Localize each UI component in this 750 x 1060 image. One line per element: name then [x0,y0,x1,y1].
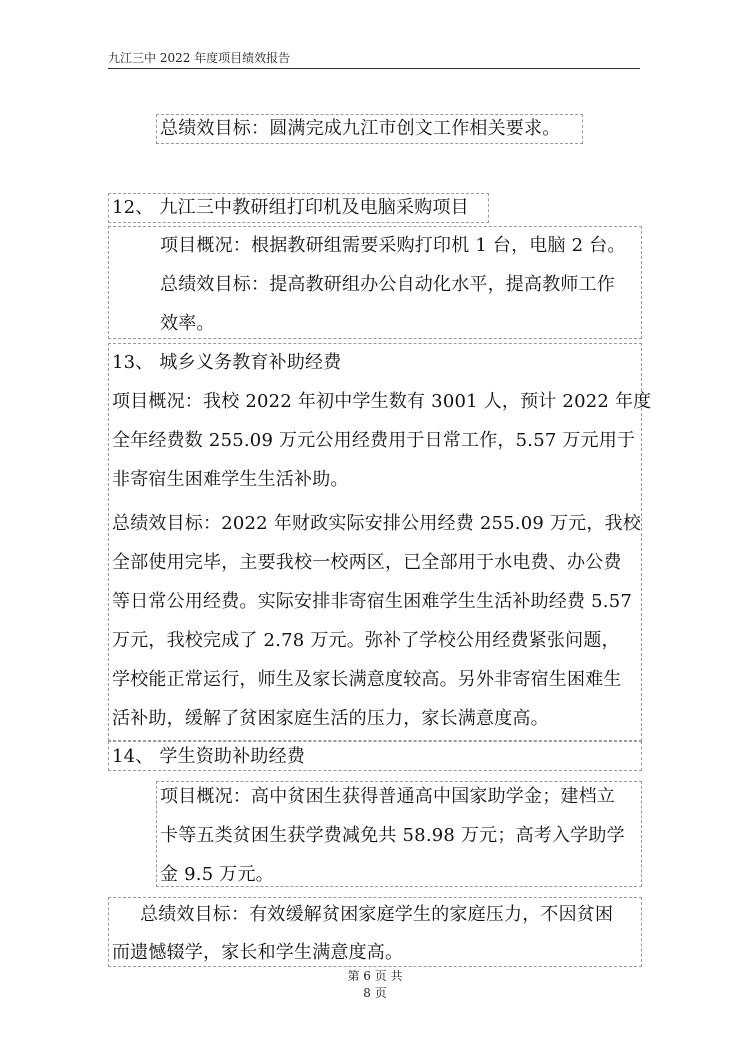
section-12-heading: 12、 九江三中教研组打印机及电脑采购项目 [112,197,469,218]
page-number-line-1: 第 6 页 共 [347,969,403,983]
section-14-overview-line-2: 卡等五类贫困生获学费减免共 58.98 万元；高考入学助学 [160,825,625,846]
section-13-target-line-2: 全部使用完毕，主要我校一校两区，已全部用于水电费、办公费 [112,552,622,573]
section-13-target-line-3: 等日常公用经费。实际安排非寄宿生困难学生生活补助经费 5.57 [112,591,632,612]
section-12-overview: 项目概况：根据教研组需要采购打印机 1 台，电脑 2 台。 [160,235,626,256]
section-14-overview-line-1: 项目概况：高中贫困生获得普通高中国家助学金；建档立 [160,786,615,807]
section-13-overview-line-1: 项目概况：我校 2022 年初中学生数有 3001 人，预计 2022 年度 [112,391,652,412]
section-13-overview-line-3: 非寄宿生困难学生生活补助。 [112,469,349,490]
section-14-heading: 14、 学生资助补助经费 [112,746,306,767]
section-13-heading: 13、 城乡义务教育补助经费 [112,352,342,373]
section-13-target-line-5: 学校能正常运行，师生及家长满意度较高。另外非寄宿生困难生 [112,669,622,690]
document-header: 九江三中 2022 年度项目绩效报告 [108,50,640,69]
section-13-target-line-6: 活补助，缓解了贫困家庭生活的压力，家长满意度高。 [112,708,549,729]
section-14-overview-line-3: 金 9.5 万元。 [160,864,274,885]
section-14-target-line-1: 总绩效目标：有效缓解贫困家庭学生的家庭压力，不因贫困 [140,904,614,925]
section-13-target-line-4: 万元，我校完成了 2.78 万元。弥补了学校公用经费紧张问题， [112,630,620,651]
section-12-target-line-2: 效率。 [160,313,215,334]
section-14-target-line-2: 而遗憾辍学，家长和学生满意度高。 [112,942,404,963]
section-13-target-line-1: 总绩效目标：2022 年财政实际安排公用经费 255.09 万元，我校 [112,513,641,534]
page-number-line-2: 8 页 [363,986,387,1000]
section-13-overview-line-2: 全年经费数 255.09 万元公用经费用于日常工作，5.57 万元用于 [112,430,636,451]
section-11-target: 总绩效目标：圆满完成九江市创文工作相关要求。 [160,118,561,139]
section-12-target-line-1: 总绩效目标：提高教研组办公自动化水平，提高教师工作 [160,274,615,295]
